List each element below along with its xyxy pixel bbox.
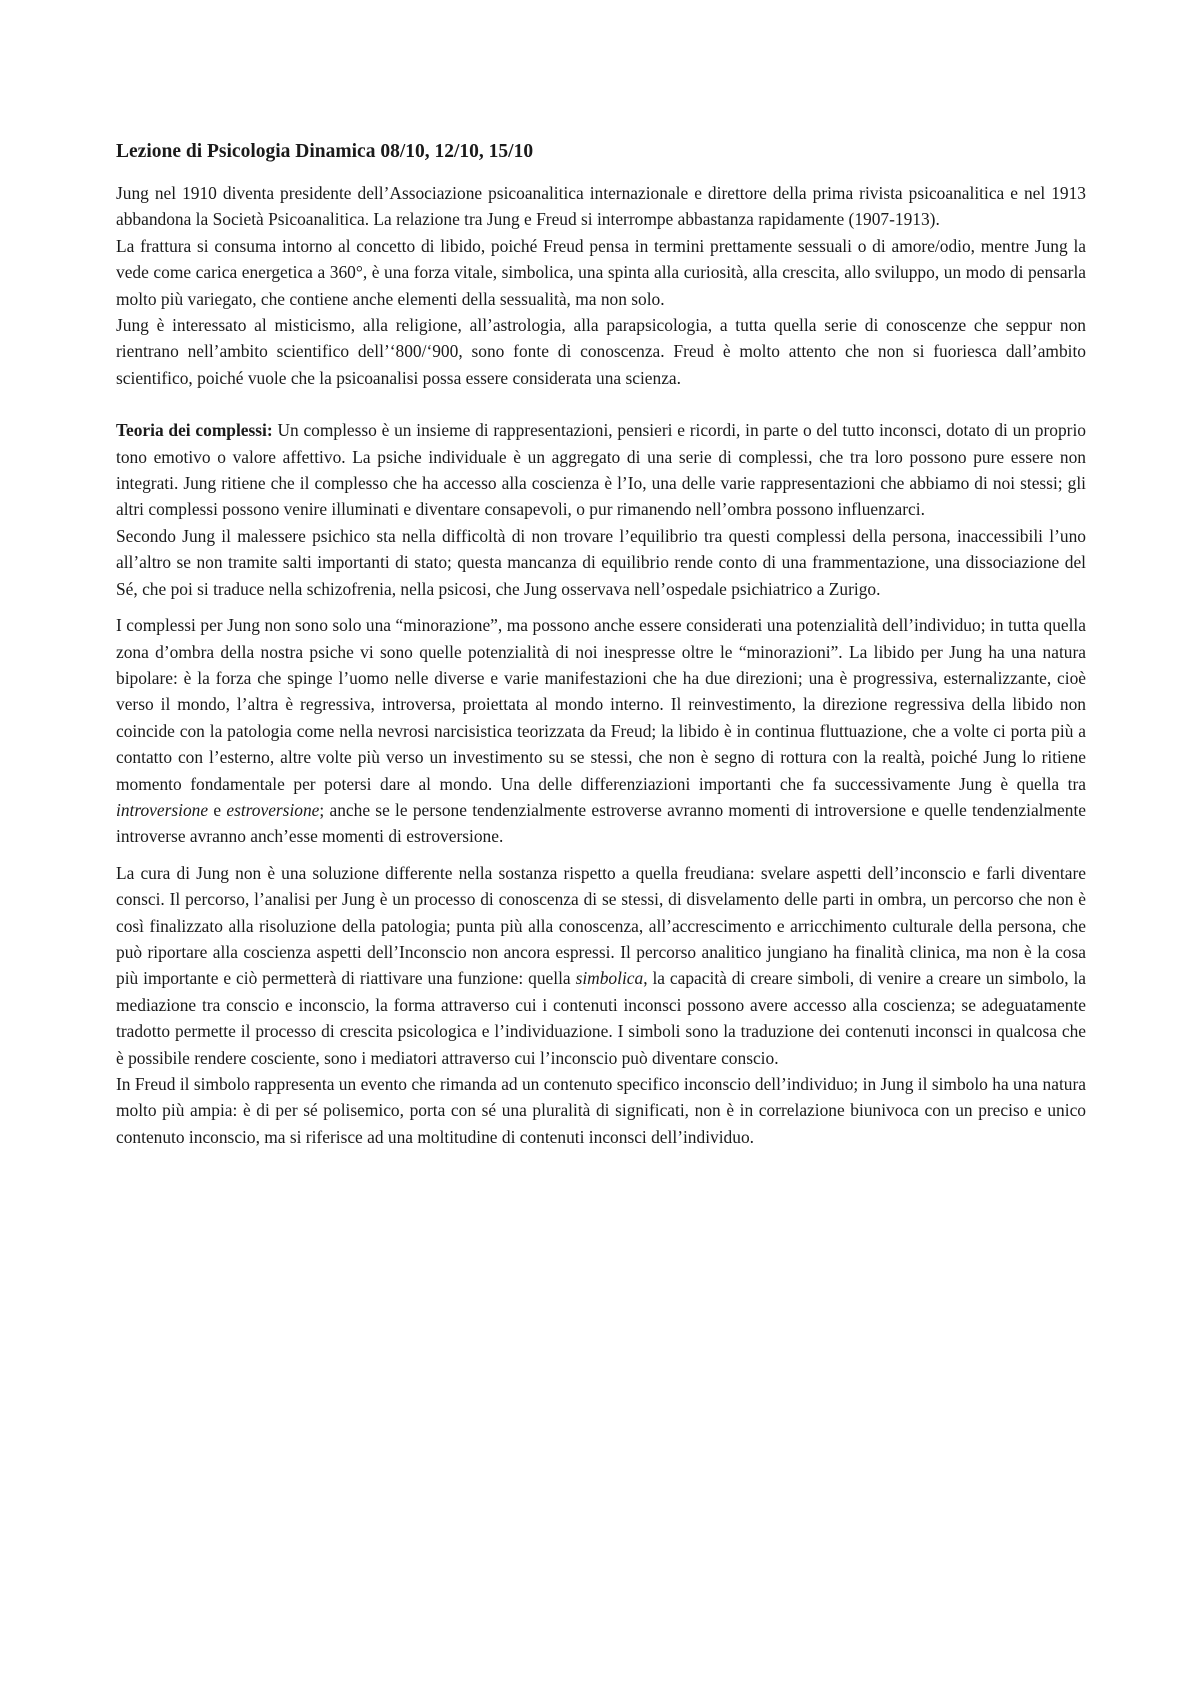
paragraph-complessi-text-c: ; anche se le persone tendenzialmente estroverse avranno momenti di introversione e quelle tendenzialmente introverse avranno anch’esse momenti di estroversione.	[116, 799, 1086, 847]
paragraph-simbolo: In Freud il simbolo rappresenta un evento che rimanda ad un contenuto specifico inconscio dell’individuo; in Jung il simbolo ha una natura molto più ampia: è di per sé polisemico, porta con sé una pluralità di significati, non è in correlazione biunivoca con un preciso e unico contenuto inconscio, ma si riferisce ad una moltitudine di contenuti inconsci dell’individuo.	[116, 1074, 1086, 1147]
paragraph-teoria-complessi-text: Un complesso è un insieme di rappresentazioni, pensieri e ricordi, in parte o del tutto inconsci, dotato di un proprio tono emotivo o valore affettivo. La psiche individuale è un aggregato di una serie di complessi, che tra loro possono pure essere non integrati. Jung ritiene che il complesso che ha accesso alla coscienza è l’Io, una delle varie rappresentazioni che abbiamo di noi stessi; gli altri complessi possono venire illuminati e diventare consapevoli, o pur rimanendo nell’ombra possono influenzarci.	[116, 420, 1086, 520]
paragraph-libido: La frattura si consuma intorno al concetto di libido, poiché Freud pensa in termini prettamente sessuali o di amore/odio, mentre Jung la vede come carica energetica a 360°, è una forza vitale, simbolica, una spinta alla curiosità, alla crescita, allo sviluppo, un modo di pensarla molto più variegato, che contiene anche elementi della sessualità, ma non solo.	[116, 235, 1086, 309]
paragraph-teoria-complessi	[116, 417, 1086, 523]
paragraph-cura-text-a: La cura di Jung non è una soluzione differente nella sostanza rispetto a quella freudiana: svelare aspetti dell’inconscio e farli diventare consci. Il percorso, l’analisi per Jung è un processo di conoscenza di se stessi, di disvelamento delle parti in ombra, un percorso che non è così finalizzato alla risoluzione della patologia; punta più alla conoscenza, all’accrescimento e arricchimento culturale della persona, che può riportare alla coscienza aspetti dell’Inconscio non ancora espressi. Il percorso analitico jungiano ha finalità clinica, ma non è la cosa più importante e ciò permetterà di riattivare una funzione: quella	[116, 862, 1086, 989]
page-title: Lezione di Psicologia Dinamica 08/10, 12/10, 15/10	[116, 141, 534, 162]
paragraph-intro: Jung nel 1910 diventa presidente dell’Associazione psicoanalitica internazionale e direttore della prima rivista psicoanalitica e nel 1913 abbandona la Società Psicoanalitica. La relazione tra Jung e Freud si interrompe abbastanza rapidamente (1907-1913).	[116, 183, 1086, 230]
paragraph-complessi-text-b: e	[208, 799, 227, 820]
paragraph-cura	[116, 860, 1086, 1071]
document-page	[116, 140, 1086, 1150]
paragraph-complessi-libido	[116, 612, 1086, 850]
term-estroversione: estroversione	[226, 799, 320, 820]
paragraph-cura-text-b: , la capacità di creare simboli, di venire a creare un simbolo, la mediazione tra conscio e inconscio, la forma attraverso cui i contenuti inconsci possono avere accesso alla coscienza; se adeguatamente tradotto permette il processo di crescita psicologica e l’individuazione. I simboli sono la traduzione dei contenuti inconsci in qualcosa che è possibile rendere cosciente, sono i mediatori attraverso cui l’inconscio può diventare conscio.	[116, 968, 1087, 1068]
section-heading-teoria-complessi: Teoria dei complessi:	[116, 420, 273, 441]
paragraph-malessere: Secondo Jung il malessere psichico sta nella difficoltà di non trovare l’equilibrio tra questi complessi della persona, inaccessibili l’uno all’altro se non tramite salti importanti di stato; questa mancanza di equilibrio rende conto di una frammentazione, una dissociazione del Sé, che poi si traduce nella schizofrenia, nella psicosi, che Jung osservava nell’ospedale psichiatrico a Zurigo.	[116, 525, 1086, 599]
term-introversione: introversione	[116, 799, 209, 820]
paragraph-complessi-text-a: I complessi per Jung non sono solo una “minorazione”, ma possono anche essere considerati una potenzialità dell’individuo; in tutta quella zona d’ombra della nostra psiche vi sono quelle potenzialità di noi inespresse oltre le “minorazioni”. La libido per Jung ha una natura bipolare: è la forza che spinge l’uomo nelle diverse e varie manifestazioni che ha due direzioni; una è progressiva, esternalizzante, cioè verso il mondo, l’altra è regressiva, introversa, proiettata al mondo interno. Il reinvestimento, la direzione regressiva della libido non coincide con la patologia come nella nevrosi narcisistica teorizzata da Freud; la libido è in continua fluttuazione, che a volte ci porta più a contatto con l’esterno, altre volte più verso un investimento su se stessi, che non è segno di rottura con la realtà, poiché Jung lo ritiene momento fondamentale per potersi dare al mondo. Una delle differenziazioni importanti che fa successivamente Jung è quella tra	[116, 615, 1086, 794]
term-simbolica: simbolica	[575, 968, 644, 989]
paragraph-misticismo: Jung è interessato al misticismo, alla religione, all’astrologia, alla parapsicologia, a tutta quella serie di conoscenze che seppur non rientrano nell’ambito scientifico dell’‘800/‘900, sono fonte di conoscenza. Freud è molto attento che non si fuoriesca dall’ambito scientifico, poiché vuole che la psicoanalisi possa essere considerata una scienza.	[116, 315, 1086, 388]
